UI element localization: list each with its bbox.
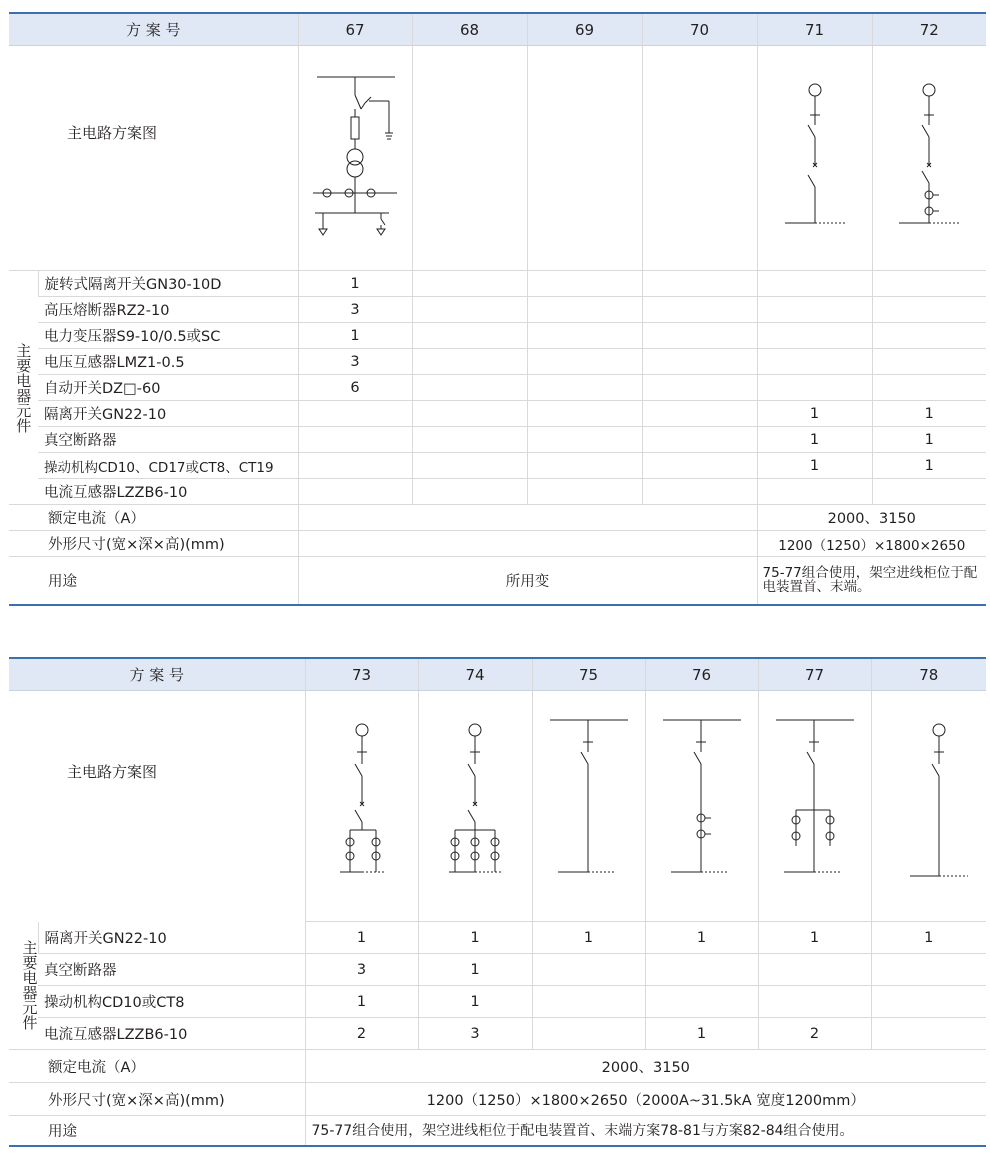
component-row xyxy=(9,1018,986,1050)
component-qty xyxy=(412,401,527,427)
component-qty xyxy=(871,954,986,986)
header-row xyxy=(9,13,986,46)
diagram-label: 主电路方案图 xyxy=(67,763,158,781)
component-qty: 1 xyxy=(418,954,532,986)
component-qty xyxy=(412,427,527,453)
scheme-number: 70 xyxy=(642,13,757,46)
component-qty xyxy=(412,297,527,323)
circuit-diagram-71 xyxy=(757,46,872,271)
component-qty xyxy=(642,401,757,427)
component-qty xyxy=(642,453,757,479)
purpose-row xyxy=(9,557,986,605)
scheme-number: 72 xyxy=(872,13,986,46)
circuit-diagram-73 xyxy=(305,691,418,922)
component-qty xyxy=(872,323,986,349)
component-qty: 1 xyxy=(645,922,758,954)
dimensions-row xyxy=(9,531,986,557)
component-qty xyxy=(527,323,642,349)
component-qty xyxy=(758,954,871,986)
diagram-row xyxy=(9,46,986,271)
component-qty: 3 xyxy=(305,954,418,986)
component-qty: 1 xyxy=(757,453,872,479)
scheme-number: 68 xyxy=(412,13,527,46)
purpose-label: 用途 xyxy=(9,1116,305,1146)
circuit-diagram-75 xyxy=(532,691,645,922)
component-qty xyxy=(527,427,642,453)
dimensions-value: 1200（1250）×1800×2650（2000A~31.5kA 宽度1200mm） xyxy=(305,1083,986,1116)
component-row xyxy=(9,922,986,954)
circuit-diagram-77 xyxy=(758,691,871,922)
component-qty: 1 xyxy=(645,1018,758,1050)
component-qty xyxy=(412,349,527,375)
component-qty: 1 xyxy=(758,922,871,954)
header-label: 方 案 号 xyxy=(9,658,305,691)
component-qty xyxy=(527,375,642,401)
component-qty xyxy=(527,349,642,375)
component-row xyxy=(9,954,986,986)
component-qty xyxy=(642,349,757,375)
component-qty: 2 xyxy=(305,1018,418,1050)
scheme-number: 77 xyxy=(758,658,871,691)
dimensions-value: 1200（1250）×1800×2650 xyxy=(757,531,986,557)
rated-current-label: 额定电流（A） xyxy=(9,505,298,531)
scheme-number: 67 xyxy=(298,13,412,46)
component-row xyxy=(9,375,986,401)
dimensions-row xyxy=(9,1083,986,1116)
component-qty xyxy=(642,271,757,297)
component-qty: 1 xyxy=(418,986,532,1018)
component-name: 高压熔断器RZ2-10 xyxy=(38,297,298,323)
component-qty: 1 xyxy=(757,401,872,427)
component-qty xyxy=(298,453,412,479)
circuit-diagram-76 xyxy=(645,691,758,922)
component-name: 电力变压器S9-10/0.5或SC xyxy=(38,323,298,349)
component-qty xyxy=(757,375,872,401)
component-qty xyxy=(872,271,986,297)
purpose-row xyxy=(9,1116,986,1146)
component-qty xyxy=(642,297,757,323)
component-qty xyxy=(412,271,527,297)
component-name: 操动机构CD10或CT8 xyxy=(38,986,305,1018)
rated-current-row xyxy=(9,1050,986,1083)
component-qty xyxy=(757,297,872,323)
component-qty: 1 xyxy=(872,453,986,479)
component-qty xyxy=(642,375,757,401)
component-qty xyxy=(298,401,412,427)
component-qty: 1 xyxy=(298,271,412,297)
component-qty xyxy=(527,479,642,505)
group-label: 主要电器元件 xyxy=(9,922,38,1050)
rated-current-row xyxy=(9,505,986,531)
component-row xyxy=(9,479,986,505)
component-qty: 1 xyxy=(871,922,986,954)
component-name: 操动机构CD10、CD17或CT8、CT19 xyxy=(38,453,298,479)
component-name: 旋转式隔离开关GN30-10D xyxy=(38,271,298,297)
purpose-label: 用途 xyxy=(9,557,298,605)
circuit-diagram-74 xyxy=(418,691,532,922)
component-qty: 6 xyxy=(298,375,412,401)
component-name: 真空断路器 xyxy=(38,427,298,453)
scheme-number: 74 xyxy=(418,658,532,691)
purpose-value: 75-77组合使用，架空进线柜位于配电装置首、末端方案78-81与方案82-84组合使用。 xyxy=(305,1116,986,1146)
component-qty xyxy=(645,954,758,986)
component-qty: 1 xyxy=(298,323,412,349)
group-label: 主要电器元件 xyxy=(9,271,38,505)
component-name: 电流互感器LZZB6-10 xyxy=(38,479,298,505)
component-qty xyxy=(412,323,527,349)
purpose-right: 75-77组合使用，架空进线柜位于配电装置首、末端。 xyxy=(757,557,986,605)
component-qty: 3 xyxy=(418,1018,532,1050)
rated-current-label: 额定电流（A） xyxy=(9,1050,305,1083)
component-qty xyxy=(412,479,527,505)
component-qty xyxy=(872,349,986,375)
component-row xyxy=(9,349,986,375)
diagram-row xyxy=(9,691,986,922)
component-row xyxy=(9,453,986,479)
component-qty xyxy=(757,479,872,505)
scheme-number: 71 xyxy=(757,13,872,46)
dimensions-label: 外形尺寸(宽×深×高)(mm) xyxy=(9,531,298,557)
component-row xyxy=(9,401,986,427)
component-qty: 1 xyxy=(872,427,986,453)
component-name: 真空断路器 xyxy=(38,954,305,986)
component-qty xyxy=(872,297,986,323)
component-qty xyxy=(412,453,527,479)
component-row xyxy=(9,297,986,323)
component-qty xyxy=(412,375,527,401)
component-qty xyxy=(872,375,986,401)
component-qty xyxy=(532,1018,645,1050)
component-row xyxy=(9,986,986,1018)
component-qty: 1 xyxy=(305,922,418,954)
component-name: 隔离开关GN22-10 xyxy=(38,922,305,954)
component-qty xyxy=(871,986,986,1018)
scheme-number: 69 xyxy=(527,13,642,46)
component-name: 自动开关DZ□-60 xyxy=(38,375,298,401)
component-qty xyxy=(527,453,642,479)
circuit-diagram-72 xyxy=(872,46,986,271)
component-qty: 1 xyxy=(757,427,872,453)
circuit-diagram-67 xyxy=(298,46,412,271)
component-qty: 1 xyxy=(418,922,532,954)
scheme-number: 73 xyxy=(305,658,418,691)
component-name: 隔离开关GN22-10 xyxy=(38,401,298,427)
component-qty xyxy=(645,986,758,1018)
component-qty xyxy=(872,479,986,505)
header-label: 方 案 号 xyxy=(9,13,298,46)
component-qty xyxy=(527,297,642,323)
scheme-number: 75 xyxy=(532,658,645,691)
rated-current-value: 2000、3150 xyxy=(305,1050,986,1083)
component-qty: 1 xyxy=(872,401,986,427)
dimensions-label: 外形尺寸(宽×深×高)(mm) xyxy=(9,1083,305,1116)
component-qty: 3 xyxy=(298,349,412,375)
component-qty xyxy=(758,986,871,1018)
component-qty: 1 xyxy=(532,922,645,954)
component-qty xyxy=(298,479,412,505)
component-row xyxy=(9,271,986,297)
component-qty xyxy=(298,427,412,453)
diagram-label: 主电路方案图 xyxy=(9,46,298,271)
component-qty: 1 xyxy=(305,986,418,1018)
circuit-diagram-78 xyxy=(871,691,986,922)
component-qty xyxy=(532,986,645,1018)
component-name: 电压互感器LMZ1-0.5 xyxy=(38,349,298,375)
scheme-number: 76 xyxy=(645,658,758,691)
component-qty xyxy=(757,323,872,349)
scheme-table-1 xyxy=(9,12,986,606)
component-row xyxy=(9,323,986,349)
component-qty: 3 xyxy=(298,297,412,323)
component-qty xyxy=(642,323,757,349)
scheme-table-2 xyxy=(9,657,986,1147)
component-qty xyxy=(642,479,757,505)
rated-current-value: 2000、3150 xyxy=(757,505,986,531)
component-qty xyxy=(757,349,872,375)
component-qty xyxy=(532,954,645,986)
component-name: 电流互感器LZZB6-10 xyxy=(38,1018,305,1050)
component-qty xyxy=(527,401,642,427)
scheme-number: 78 xyxy=(871,658,986,691)
component-row xyxy=(9,427,986,453)
component-qty xyxy=(527,271,642,297)
header-row xyxy=(9,658,986,691)
purpose-left: 所用变 xyxy=(298,557,757,605)
component-qty xyxy=(642,427,757,453)
component-qty xyxy=(757,271,872,297)
component-qty: 2 xyxy=(758,1018,871,1050)
component-qty xyxy=(871,1018,986,1050)
